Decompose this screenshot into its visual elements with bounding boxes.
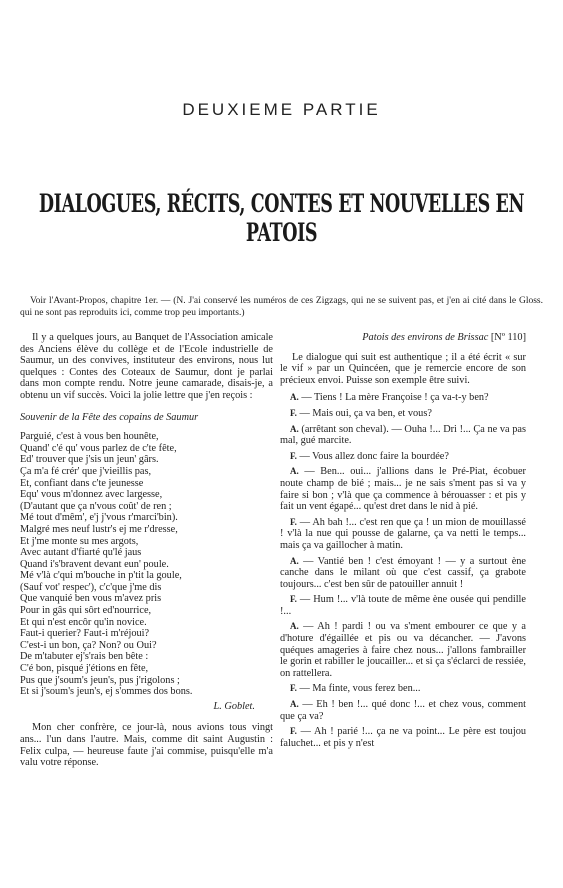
speaker-label: F. — [290, 407, 297, 418]
poem-line: Equ' vous m'donnez avec largesse, — [20, 489, 163, 501]
right-column — [280, 332, 526, 753]
poem-line: (D'autant que ça n'vous coût' de ren ; — [20, 500, 172, 512]
dialogue-text: — Ah ! parié !... ça ne va point... Le père est toujou faluchet... et pis y n'est — [280, 726, 526, 749]
dialogue-line — [280, 466, 526, 512]
dialogue-line — [280, 726, 526, 749]
dialogue-line — [280, 621, 526, 679]
poem-line: C'é bon, pisqué j'étions en fête, — [20, 663, 149, 675]
dialogue-line — [280, 556, 526, 591]
poem-line: Et, confiant dans c'te jeunesse — [20, 477, 144, 489]
poem-line: Pus que j'soum's jeun's, pus j'rigolons ; — [20, 674, 180, 686]
dialogue-line — [280, 683, 526, 695]
dialogue-text: — Vous allez donc faire la bourdée? — [296, 450, 449, 462]
poem-line: Et si j'soum's jeun's, ej s'ommes dos bons. — [20, 686, 193, 698]
dialogue-text: — Tiens ! La mère Françoise ! ça va-t-y ben? — [298, 392, 489, 404]
dialogue-line — [280, 517, 526, 552]
poem-line: Quand' c'é qu' vous parlez de c'te fête, — [20, 442, 177, 454]
section-number: [Nº 110] — [490, 332, 526, 343]
poem-line: Et qui n'est encôr qu'in novice. — [20, 616, 147, 628]
speaker-label: F. — [290, 726, 297, 737]
closing-paragraph: Mon cher confrère, ce jour-là, nous avions tous vingt ans... l'un dans l'autre. Mais, comme dit saint Augustin : Felix culpa, — heureuse faute j'ai commise, puisqu'elle m'a valu votre réponse. — [20, 722, 273, 769]
dialogue-text: — Ma finte, vous ferez ben... — [296, 683, 421, 695]
poem — [20, 431, 273, 698]
dialogue-text: — Vantié ben ! c'est émoyant ! — y a surtout ène canche dans le milant où que c'est cassif, ça grabote toujours... c'est ben sûr de patouiller annuit ! — [280, 555, 526, 590]
dialogue-text: — Ah bah !... c'est ren que ça ! un mion de mouillassé ! v'là la nue qui pousse de galarne, ça va netti le temps... mais ça va gaillocher à matin. — [280, 516, 526, 551]
poem-line: Mé v'là c'qui m'bouche in p'tit la goule, — [20, 570, 182, 582]
dialogue-text: — Mais oui, ça va ben, et vous? — [296, 407, 432, 419]
speaker-label: A. — [290, 555, 299, 566]
speaker-label: F. — [290, 516, 297, 527]
speaker-label: A. — [290, 392, 299, 403]
dialogue-intro: Le dialogue qui suit est authentique ; il a été écrit « sur le vif » par un Quincéen, que je remercie encore de son précieux envoi. Puisse son exemple être suivi. — [280, 351, 526, 386]
poem-title: Souvenir de la Fête des copains de Saumur — [20, 411, 199, 423]
poem-line: Pour in gâs qui sôrt ed'nourrice, — [20, 605, 152, 617]
dialogue-text: — Hum !... v'là toute de même ène ousée qui pendille !... — [280, 594, 526, 617]
section-heading — [280, 332, 526, 344]
dialogue-line — [280, 408, 526, 420]
speaker-label: A. — [290, 621, 299, 632]
speaker-label: F. — [290, 594, 297, 605]
poem-line: De m'tabuter ej's'rais ben bête : — [20, 651, 149, 663]
poem-line: (Sauf vot' respec'), c'c'que j'me dis — [20, 581, 162, 593]
dialogue-line — [280, 699, 526, 722]
intro-paragraph: Il y a quelques jours, au Banquet de l'Association amicale des Anciens élève du collège et de l'Ecole industrielle de Saumur, un des convives, instituteur des environs, nous lut quelques : Contes des Coteaux de Saumur, dont je parlai dans mon compte rendu. Notre jeune camarade, disais-je, a obtenu un vif succès. Voici la jolie lettre que j'en reçois : — [20, 332, 273, 401]
poem-line: Malgré mes neuf lustr's ej me r'dresse, — [20, 523, 178, 535]
chapter-title: DIALOGUES, RÉCITS, CONTES ET NOUVELLES EN PATOIS — [38, 190, 525, 248]
dialogue — [280, 392, 526, 749]
poem-line: Que vanquié ben vous m'avez pris — [20, 593, 162, 605]
editorial-note: Voir l'Avant-Propos, chapitre 1er. — (N. J'ai conservé les numéros de ces Zigzags, qui ne se suivent pas, et j'en ai cité dans le Gloss. qui ne sont pas reproduits ici, comme trop peu importants.) — [20, 296, 543, 318]
poem-line: Faut-i querier? Faut-i m'réjoui? — [20, 628, 150, 640]
speaker-label: A. — [290, 699, 299, 710]
dialogue-line — [280, 451, 526, 463]
poem-signature: L. Goblet. — [213, 700, 255, 712]
poem-line: Quand i's'bravent devant eun' poule. — [20, 558, 169, 570]
dialogue-text: (arrêtant son cheval). — Ouha !... Dri !... Ça ne va pas mal, gué marcite. — [280, 423, 526, 447]
speaker-label: F. — [290, 450, 297, 461]
part-title: DEUXIEME PARTIE — [182, 100, 381, 119]
speaker-label: F. — [290, 683, 297, 694]
poem-line: Et j'me monte su mes argots, — [20, 535, 139, 547]
dialogue-text: — Ben... oui... j'allions dans le Pré-Piat, écobuer noute champ de bié ; mais... je ne sais s'ment pas si va y faire si bon ; v'là que ça commence à bérouasser : et pis y fait un vent égapé... qu'est dret dans le nid à pié. — [280, 466, 526, 513]
poem-line: Ça m'a fé crér' que j'vieillis pas, — [20, 465, 152, 477]
poem-line: Ed' trouver que j'sis un jeun' gârs. — [20, 454, 159, 466]
speaker-label: A. — [290, 466, 299, 477]
section-heading-title: Patois des environs de Brissac — [362, 332, 489, 343]
poem-line: Avec autant d'fiarté qu'lé jaus — [20, 547, 142, 559]
poem-line: C'est-i un bon, ça? Non? ou Oui? — [20, 639, 157, 651]
poem-line: Mé tout d'mêm', e'j j'vous r'marci'bin). — [20, 512, 178, 524]
left-column — [20, 332, 273, 773]
speaker-label: A. — [290, 423, 299, 434]
dialogue-text: — Eh ! ben !... qué donc !... et chez vous, comment que ça va? — [280, 699, 526, 722]
dialogue-line — [280, 594, 526, 617]
poem-line: Parguié, c'est à vous ben hounête, — [20, 431, 159, 443]
dialogue-line — [280, 392, 526, 404]
dialogue-line — [280, 424, 526, 447]
dialogue-text: — Ah ! pardi ! ou va s'ment embourer ce que y a d'hoture d'égaillée et pis ou va décancher. — J'avons quéques amageries à faire chez nous... j'allons fambrailler le gorin et rabiller le joucailler... et si ça s'éclarci de ressiée, on rattellera. — [280, 621, 526, 679]
